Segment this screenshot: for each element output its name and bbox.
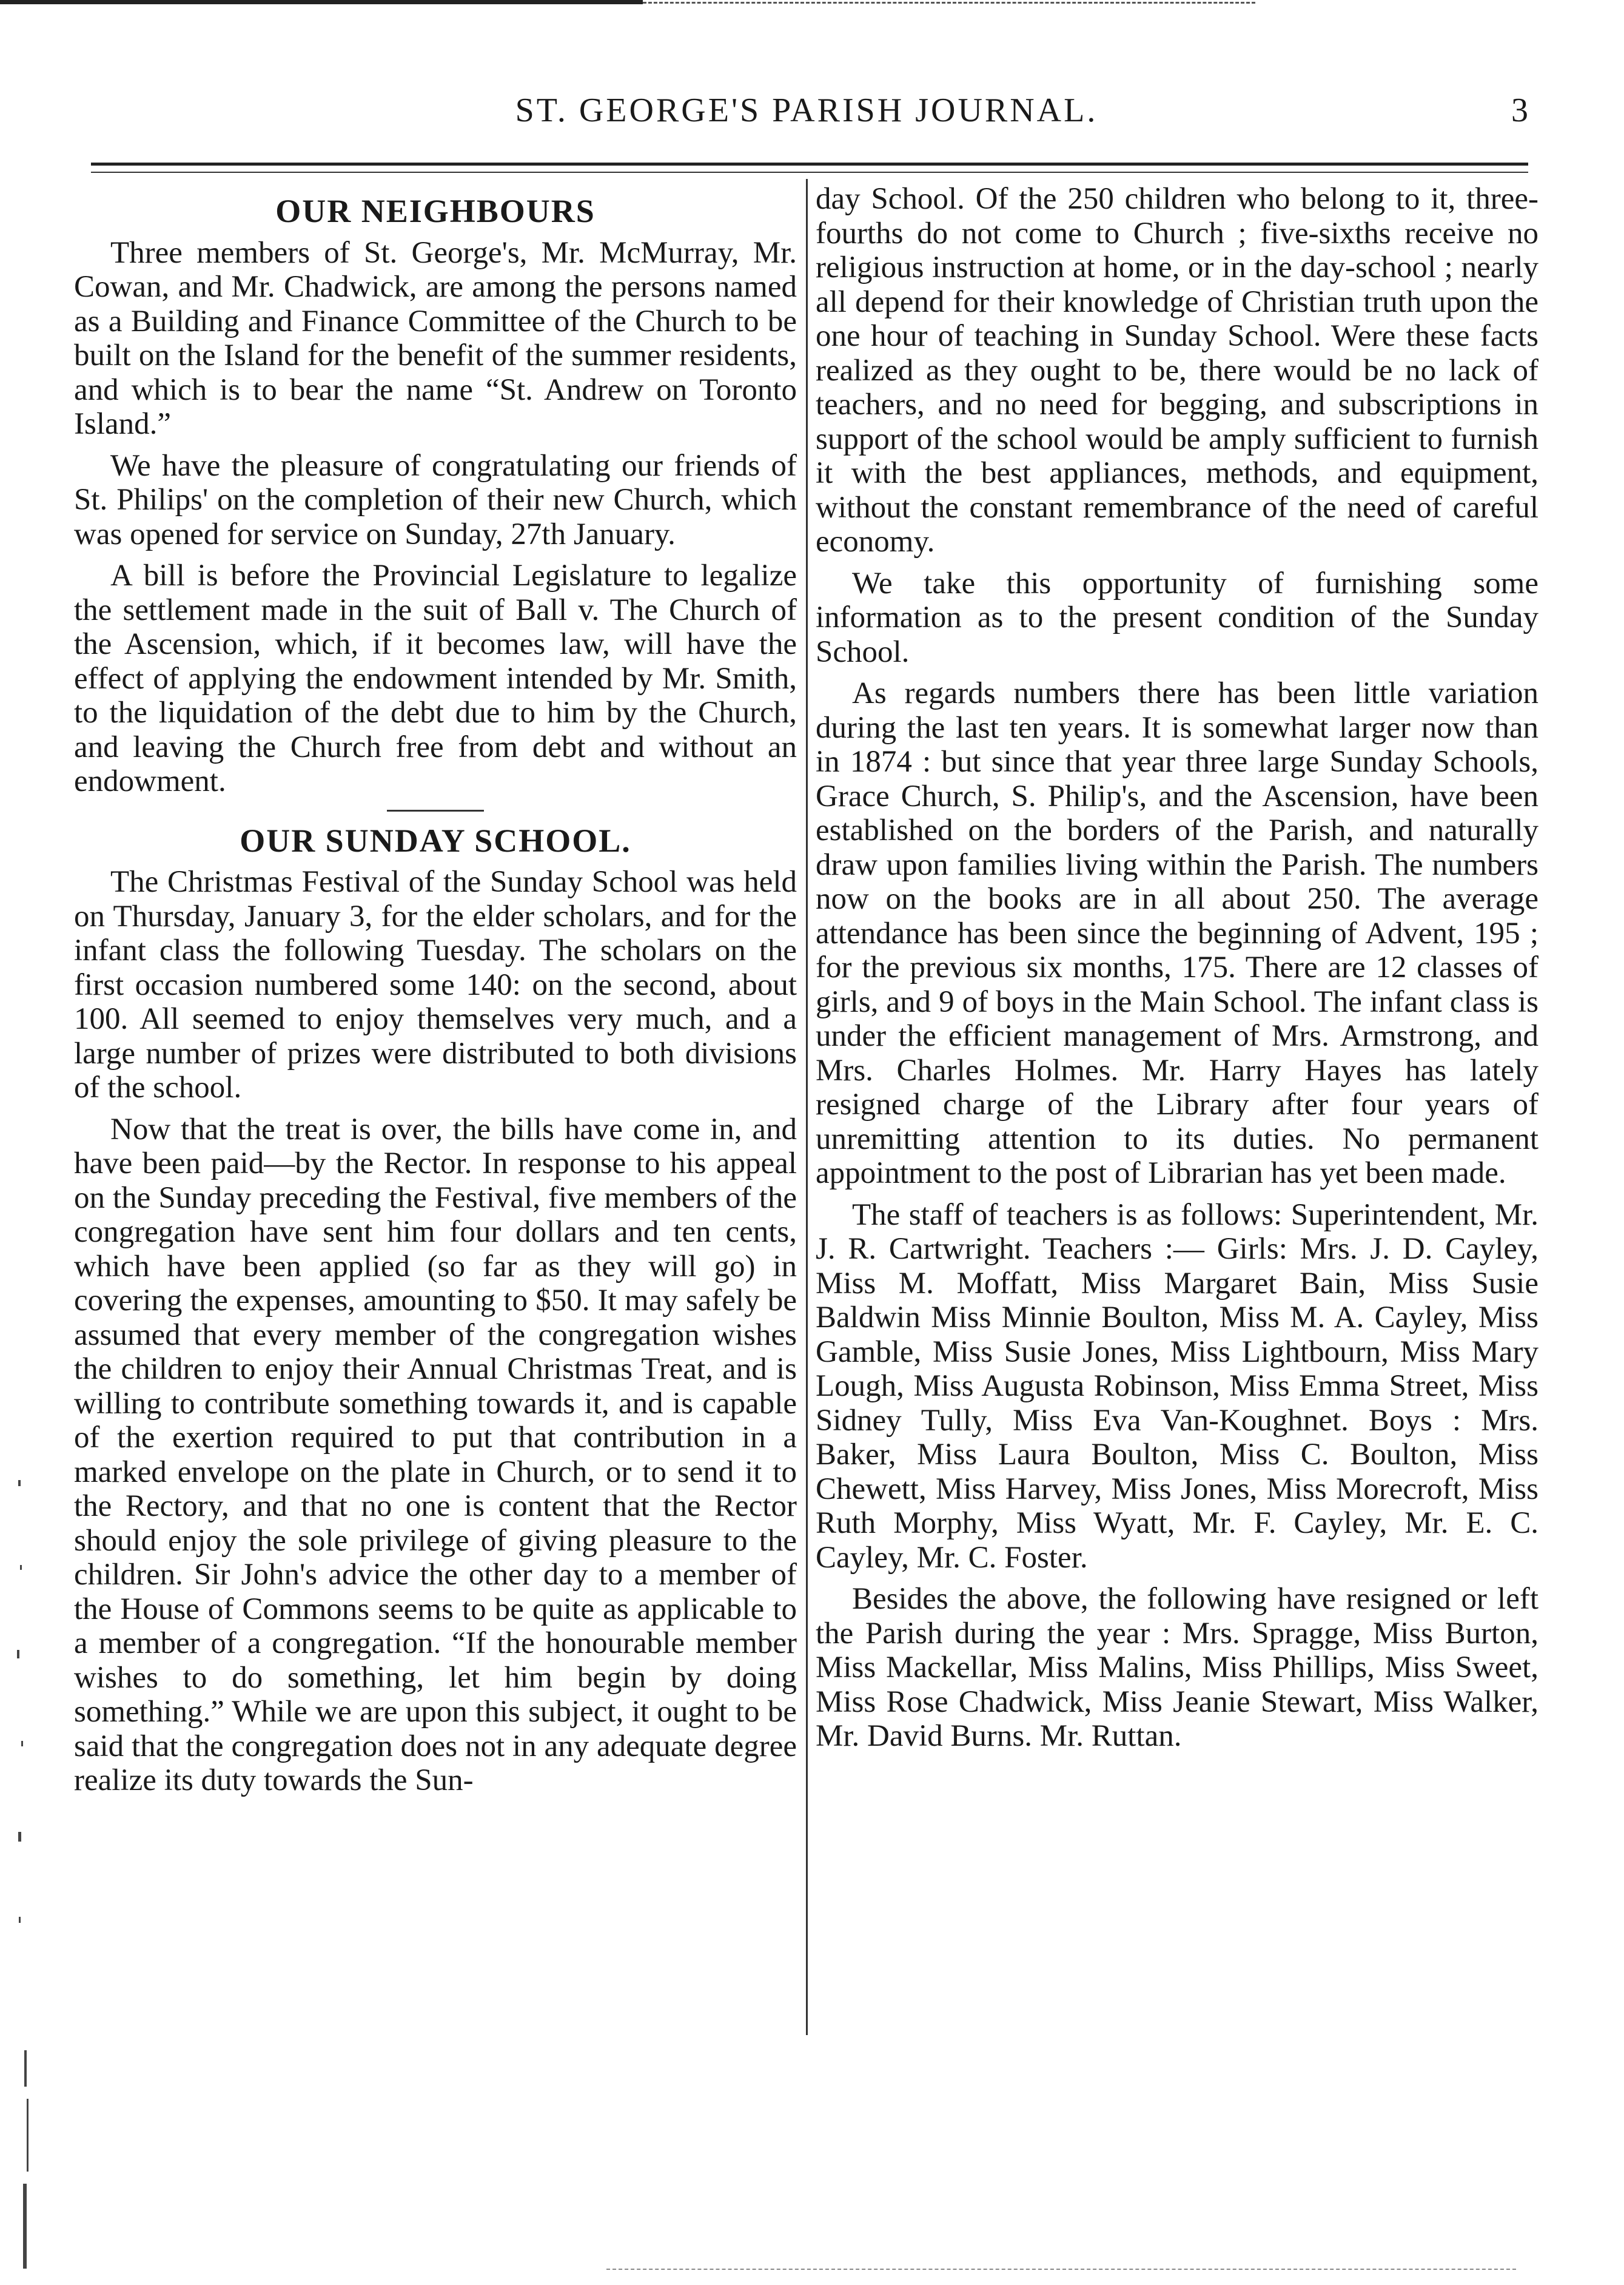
sunday-school-paragraph-numbers: As regards numbers there has been little variation during the last ten years. It is somewhat larger now than in 1874 : but since that year three large Sunday Schools, Grace Church, S. Philip's, and the Ascension, have been established on the borders of the Parish, and naturally draw upon families living within the Parish. The numbers now on the books are in all about 250. The average attendance has been since the beginning of Advent, 195 ; for the previous six months, 175. There are 12 classes of girls, and 9 of boys in the Main School. The infant class is under the efficient management of Mrs. Armstrong, and Mrs. Charles Holmes. Mr. Harry Hayes has lately resigned charge of the Library after four years of unremitting attention to its duties. No permanent appointment to the post of Librarian has yet been made.: [816, 676, 1538, 1190]
running-head: [85, 91, 1528, 140]
neighbours-paragraph-2: We have the pleasure of congratulating our friends of St. Philips' on the completion of their new Church, which was opened for service on Sunday, 27th January.: [74, 448, 797, 551]
header-rule-thin: [91, 172, 1528, 173]
right-column: [816, 182, 1538, 1761]
sunday-school-paragraph-2: Now that the treat is over, the bills have come in, and have been paid—by the Rector. In response to his appeal on the Sunday preceding the Festival, five members of the congregation have sent him four dollars and ten cents, which have been applied (so far as they will go) in covering the expenses, amounting to $50. It may safely be assumed that every member of the congregation wishes the children to enjoy their Annual Christmas Treat, and is willing to contribute something towards it, and is capable of the exertion required to put that contribution in a marked envelope on the plate in Church, or to send it to the Rectory, and that no one is content that the Rector should enjoy the sole privilege of giving pleasure to the children. Sir John's advice the other day to a member of the House of Commons seems to be quite as applicable to a member of a congregation. “If the honourable member wishes to do something, let him begin by doing something.” While we are upon this subject, it ought to be said that the congregation does not in any adequate degree realize its duty towards the Sun-: [74, 1112, 797, 1797]
sunday-school-paragraph-1: The Christmas Festival of the Sunday School was held on Thursday, January 3, for the elder scholars, and for the infant class the following Tuesday. The scholars on the first occasion numbered some 140: on the second, about 100. All seemed to enjoy themselves very much, and a large number of prizes were distributed to both divisions of the school.: [74, 865, 797, 1105]
our-neighbours-heading: OUR NEIGHBOURS: [275, 193, 596, 229]
our-sunday-school-heading: OUR SUNDAY SCHOOL.: [240, 822, 631, 859]
sunday-school-paragraph-resigned: Besides the above, the following have resigned or left the Parish during the year : Mrs. Spragge, Miss Burton, Miss Mackellar, Miss Malins, Miss Phillips, Miss Sweet, Miss Rose Chadwick, Miss Jeanie Stewart, Miss Walker, Mr. David Burns. Mr. Ruttan.: [816, 1582, 1538, 1753]
neighbours-paragraph-1: Three members of St. George's, Mr. McMurray, Mr. Cowan, and Mr. Chadwick, are among the persons named as a Building and Finance Committee of the Church to be built on the Island for the benefit of the summer residents, and which is to bear the name “St. Andrew on Toronto Island.”: [74, 235, 797, 441]
sunday-school-paragraph-information: We take this opportunity of furnishing some information as to the present condition of the Sunday School.: [816, 566, 1538, 669]
left-column: [74, 182, 797, 1805]
page-number: 3: [1511, 92, 1528, 129]
neighbours-paragraph-3: A bill is before the Provincial Legislature to legalize the settlement made in the suit of Ball v. The Church of the Ascension, which, if it becomes law, will have the effect of applying the endowment intended by Mr. Smith, to the liquidation of the debt due to him by the Church, and leaving the Church free from debt and without an endowment.: [74, 559, 797, 798]
header-rule-thick: [91, 163, 1528, 166]
page-top-rule: [0, 0, 643, 4]
sunday-school-paragraph-continued: day School. Of the 250 children who belong to it, three-fourths do not come to Church ; five-sixths receive no religious instruction at home, or in the day-school ; nearly all depend for their knowledge of Christian truth upon the one hour of teaching in Sunday School. Were these facts realized as they ought to be, there would be no lack of teachers, and no need for begging, and subscriptions in support of the school would be amply sufficient to furnish it with the best appliances, methods, and equipment, without the constant remembrance of the need of careful economy.: [816, 182, 1538, 559]
bottom-dashed-rule: [606, 2269, 1516, 2270]
page-top-dashed-rule: [643, 2, 1255, 4]
sunday-school-paragraph-teachers: The staff of teachers is as follows: Superintendent, Mr. J. R. Cartwright. Teachers :— Girls: Mrs. J. D. Cayley, Miss M. Moffatt, Miss Margaret Bain, Miss Susie Baldwin Miss Minnie Boulton, Miss M. A. Cayley, Miss Gamble, Miss Susie Jones, Miss Lightbourn, Miss Mary Lough, Miss Augusta Robinson, Miss Emma Street, Miss Sidney Tully, Miss Eva Van-Koughnet. Boys : Mrs. Baker, Miss Laura Boulton, Miss C. Boulton, Miss Chewett, Miss Harvey, Miss Jones, Miss Morecroft, Miss Ruth Morphy, Miss Wyatt, Mr. F. Cayley, Mr. E. C. Cayley, Mr. C. Foster.: [816, 1197, 1538, 1575]
section-divider-rule: [387, 810, 484, 812]
column-divider: [806, 179, 808, 2035]
margin-speckles: [0, 1456, 42, 2281]
journal-title: ST. GEORGE'S PARISH JOURNAL.: [515, 92, 1098, 129]
